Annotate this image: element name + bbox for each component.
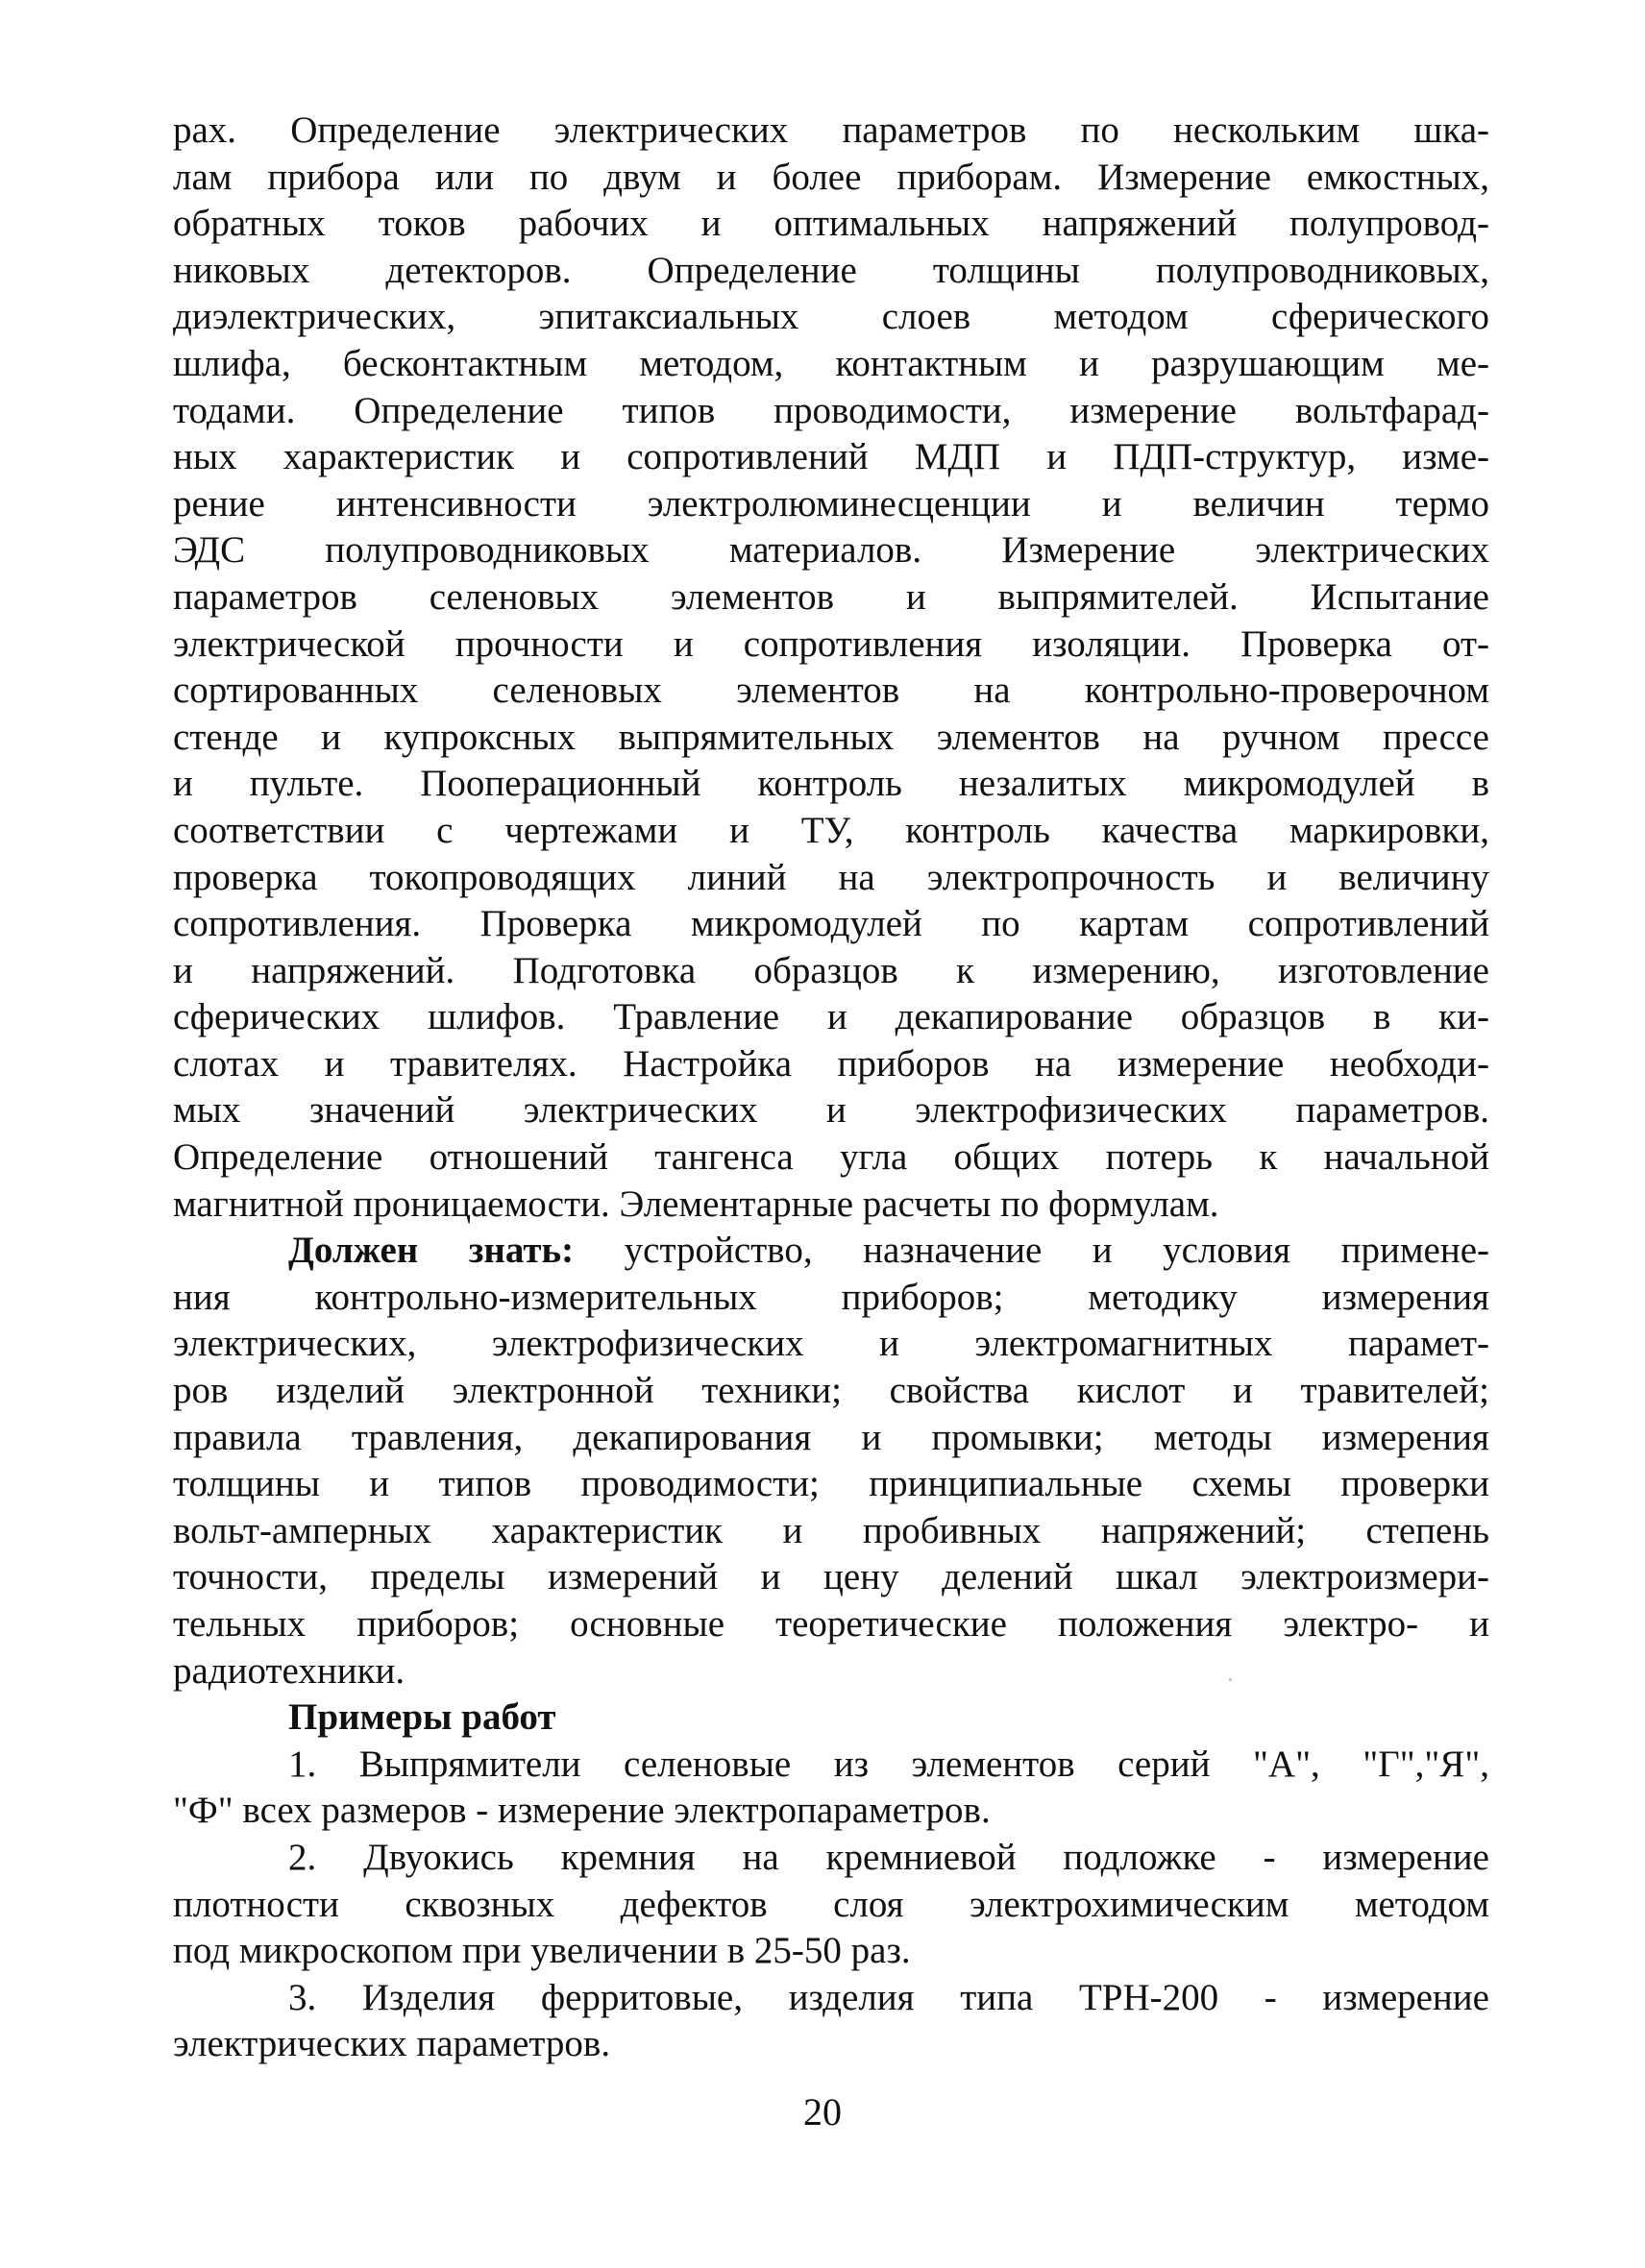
- body-line-17: проверка токопроводящих линий на электропрочность и величину: [173, 856, 1489, 898]
- body-line-4: никовых детекторов. Определение толщины полупроводниковых,: [173, 249, 1489, 291]
- body-line-18: сопротивления. Проверка микромодулей по картам сопротивлений: [173, 903, 1489, 945]
- body-line-10: ЭДС полупроводниковых материалов. Измерение электрических: [173, 529, 1489, 572]
- body-line-21: слотах и травителях. Настройка приборов на измерение необходи-: [173, 1042, 1489, 1085]
- example-1-line-2: "Ф" всех размеров - измерение электропараметров.: [173, 1790, 991, 1832]
- must-know-line-6: толщины и типов проводимости; принципиальные схемы проверки: [173, 1463, 1489, 1505]
- body-line-5: диэлектрических, эпитаксиальных слоев методом сферического: [173, 296, 1489, 338]
- body-line-22: мых значений электрических и электрофизических параметров.: [173, 1089, 1489, 1132]
- example-3-line-2: электрических параметров.: [173, 2023, 611, 2065]
- must-know-line-8: точности, пределы измерений и цену делений шкал электроизмери-: [173, 1556, 1489, 1598]
- body-line-2: лам прибора или по двум и более приборам. Измерение емкостных,: [173, 156, 1489, 198]
- body-line-9: рение интенсивности электролюминесценции и величин термо: [173, 482, 1489, 524]
- must-know-line-10: радиотехники.: [173, 1649, 405, 1692]
- example-3-line-1: 3. Изделия ферритовые, изделия типа ТРН-200 - измерение: [288, 1976, 1489, 2018]
- example-2-line-1: 2. Двуокись кремния на кремниевой подложке - измерение: [288, 1836, 1489, 1878]
- examples-heading: Примеры работ: [288, 1696, 556, 1739]
- must-know-first-line: [173, 1228, 1489, 1275]
- must-know-line-3: электрических, электрофизических и электромагнитных парамет-: [173, 1323, 1489, 1365]
- body-line-11: параметров селеновых элементов и выпрямителей. Испытание: [173, 575, 1489, 618]
- body-line-1: рах. Определение электрических параметров по нескольким шка-: [173, 110, 1489, 151]
- must-know-line-5: правила травления, декапирования и промывки; методы измерения: [173, 1416, 1489, 1458]
- must-know-line-7: вольт-амперных характеристик и пробивных напряжений; степень: [173, 1509, 1489, 1551]
- body-line-16: соответствии с чертежами и ТУ, контроль качества маркировки,: [173, 809, 1489, 851]
- body-line-13: сортированных селеновых элементов на контрольно-проверочном: [173, 670, 1489, 712]
- page-number: 20: [803, 2090, 842, 2134]
- body-line-3: обратных токов рабочих и оптимальных напряжений полупровод-: [173, 203, 1489, 245]
- example-2-line-3: под микроскопом при увеличении в 25-50 раз.: [173, 1930, 911, 1972]
- body-line-8: ных характеристик и сопротивлений МДП и ПДП-структур, изме-: [173, 436, 1489, 478]
- body-line-7: тодами. Определение типов проводимости, измерение вольтфарад-: [173, 389, 1489, 431]
- must-know-line-2: ния контрольно-измерительных приборов; методику измерения: [173, 1276, 1489, 1318]
- must-know-line-4: ров изделий электронной техники; свойства кислот и травителей;: [173, 1370, 1489, 1412]
- must-know-line-9: тельных приборов; основные теоретические положения электро- и: [173, 1603, 1489, 1645]
- body-line-20: сферических шлифов. Травление и декапирование образцов в ки-: [173, 996, 1489, 1038]
- must-know-first-line-text: устройство, назначение и условия примене-: [574, 1230, 1489, 1272]
- example-1-line-1: 1. Выпрямители селеновые из элементов серий "А", "Г","Я",: [288, 1743, 1489, 1785]
- example-2-line-2: плотности сквозных дефектов слоя электрохимическим методом: [173, 1883, 1489, 1925]
- body-line-12: электрической прочности и сопротивления изоляции. Проверка от-: [173, 622, 1489, 665]
- must-know-label: Должен знать:: [288, 1230, 575, 1272]
- body-line-24: магнитной проницаемости. Элементарные расчеты по формулам.: [173, 1183, 1219, 1225]
- body-line-6: шлифа, бесконтактным методом, контактным и разрушающим ме-: [173, 342, 1489, 384]
- page-text: [173, 108, 1489, 2068]
- body-line-15: и пульте. Пооперационный контроль незалитых микромодулей в: [173, 763, 1489, 805]
- body-line-14: стенде и купроксных выпрямительных элементов на ручном прессе: [173, 716, 1489, 758]
- body-line-19: и напряжений. Подготовка образцов к измерению, изготовление: [173, 949, 1489, 991]
- scan-speck: [1229, 1678, 1232, 1681]
- body-line-23: Определение отношений тангенса угла общих потерь к начальной: [173, 1136, 1489, 1179]
